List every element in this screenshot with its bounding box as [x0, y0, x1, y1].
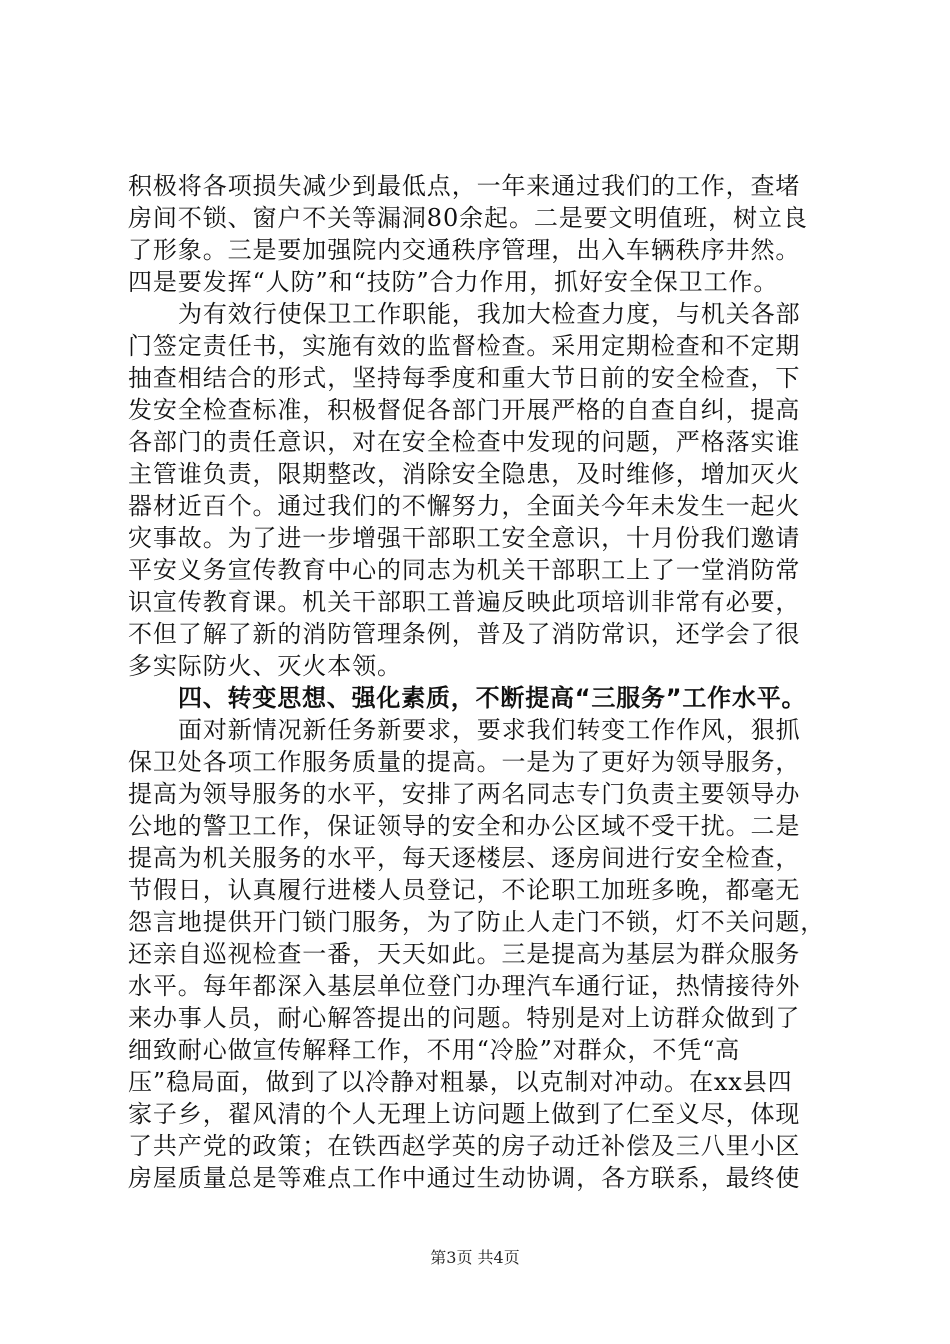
text-line: 水平。每年都深入基层单位登门办理汽车通行证，热情接待外 [128, 972, 801, 1000]
text-line: 了共产党的政策；在铁西赵学英的房子动迁补偿及三八里小区 [128, 1132, 801, 1160]
text-line: 器材近百个。通过我们的不懈努力，全面关今年未发生一起火 [128, 492, 801, 520]
text-line: 了形象。三是要加强院内交通秩序管理，出入车辆秩序井然。 [128, 236, 801, 264]
text-line: 为有效行使保卫工作职能，我加大检查力度，与机关各部 [178, 300, 801, 328]
text-line: 家子乡，翟风清的个人无理上访问题上做到了仁至义尽，体现 [128, 1100, 801, 1128]
text-line: 不但了解了新的消防管理条例，普及了消防常识，还学会了很 [128, 620, 801, 648]
text-line: 怨言地提供开门锁门服务，为了防止人走门不锁，灯不关问题， [128, 908, 826, 936]
text-line: 四是要发挥“人防”和“技防”合力作用，抓好安全保卫工作。 [128, 268, 779, 296]
text-line: 面对新情况新任务新要求，要求我们转变工作作风，狠抓 [178, 716, 801, 744]
text-line: 来办事人员，耐心解答提出的问题。特别是对上访群众做到了 [128, 1004, 801, 1032]
text-line: 提高为机关服务的水平，每天逐楼层、逐房间进行安全检查， [128, 844, 801, 872]
text-line: 房屋质量总是等难点工作中通过生动协调，各方联系，最终使 [128, 1164, 801, 1192]
text-line: 发安全检查标准，积极督促各部门开展严格的自查自纠，提高 [128, 396, 801, 424]
text-line: 抽查相结合的形式，坚持每季度和重大节日前的安全检查，下 [128, 364, 801, 392]
text-line: 保卫处各项工作服务质量的提高。一是为了更好为领导服务， [128, 748, 801, 776]
text-line: 节假日，认真履行进楼人员登记，不论职工加班多晚，都毫无 [128, 876, 801, 904]
text-line: 提高为领导服务的水平，安排了两名同志专门负责主要领导办 [128, 780, 801, 808]
document-body [128, 170, 836, 1194]
text-line: 细致耐心做宣传解释工作，不用“冷脸”对群众，不凭“高 [128, 1036, 741, 1064]
text-line: 主管谁负责，限期整改，消除安全隐患，及时维修，增加灭火 [128, 460, 801, 488]
text-line: 还亲自巡视检查一番，天天如此。三是提高为基层为群众服务 [128, 940, 801, 968]
text-line: 公地的警卫工作，保证领导的安全和办公区域不受干扰。二是 [128, 812, 801, 840]
text-line: 识宣传教育课。机关干部职工普遍反映此项培训非常有必要， [128, 588, 801, 616]
page-footer: 第3页 共4页 [430, 1248, 520, 1267]
text-line: 积极将各项损失减少到最低点，一年来通过我们的工作，查堵 [128, 172, 801, 200]
text-line: 房间不锁、窗户不关等漏洞80余起。二是要文明值班，树立良 [128, 204, 808, 232]
text-line: 多实际防火、灭火本领。 [128, 652, 402, 680]
text-line: 压”稳局面，做到了以冷静对粗暴，以克制对冲动。在xx县四 [128, 1068, 793, 1096]
text-line: 门签定责任书，实施有效的监督检查。采用定期检查和不定期 [128, 332, 801, 360]
text-line: 各部门的责任意识，对在安全检查中发现的问题，严格落实谁 [128, 428, 801, 456]
text-line: 平安义务宣传教育中心的同志为机关干部职工上了一堂消防常 [128, 556, 801, 584]
section-heading: 四、转变思想、强化素质，不断提高“三服务”工作水平。 [178, 684, 807, 712]
text-line: 灾事故。为了进一步增强干部职工安全意识，十月份我们邀请 [128, 524, 801, 552]
